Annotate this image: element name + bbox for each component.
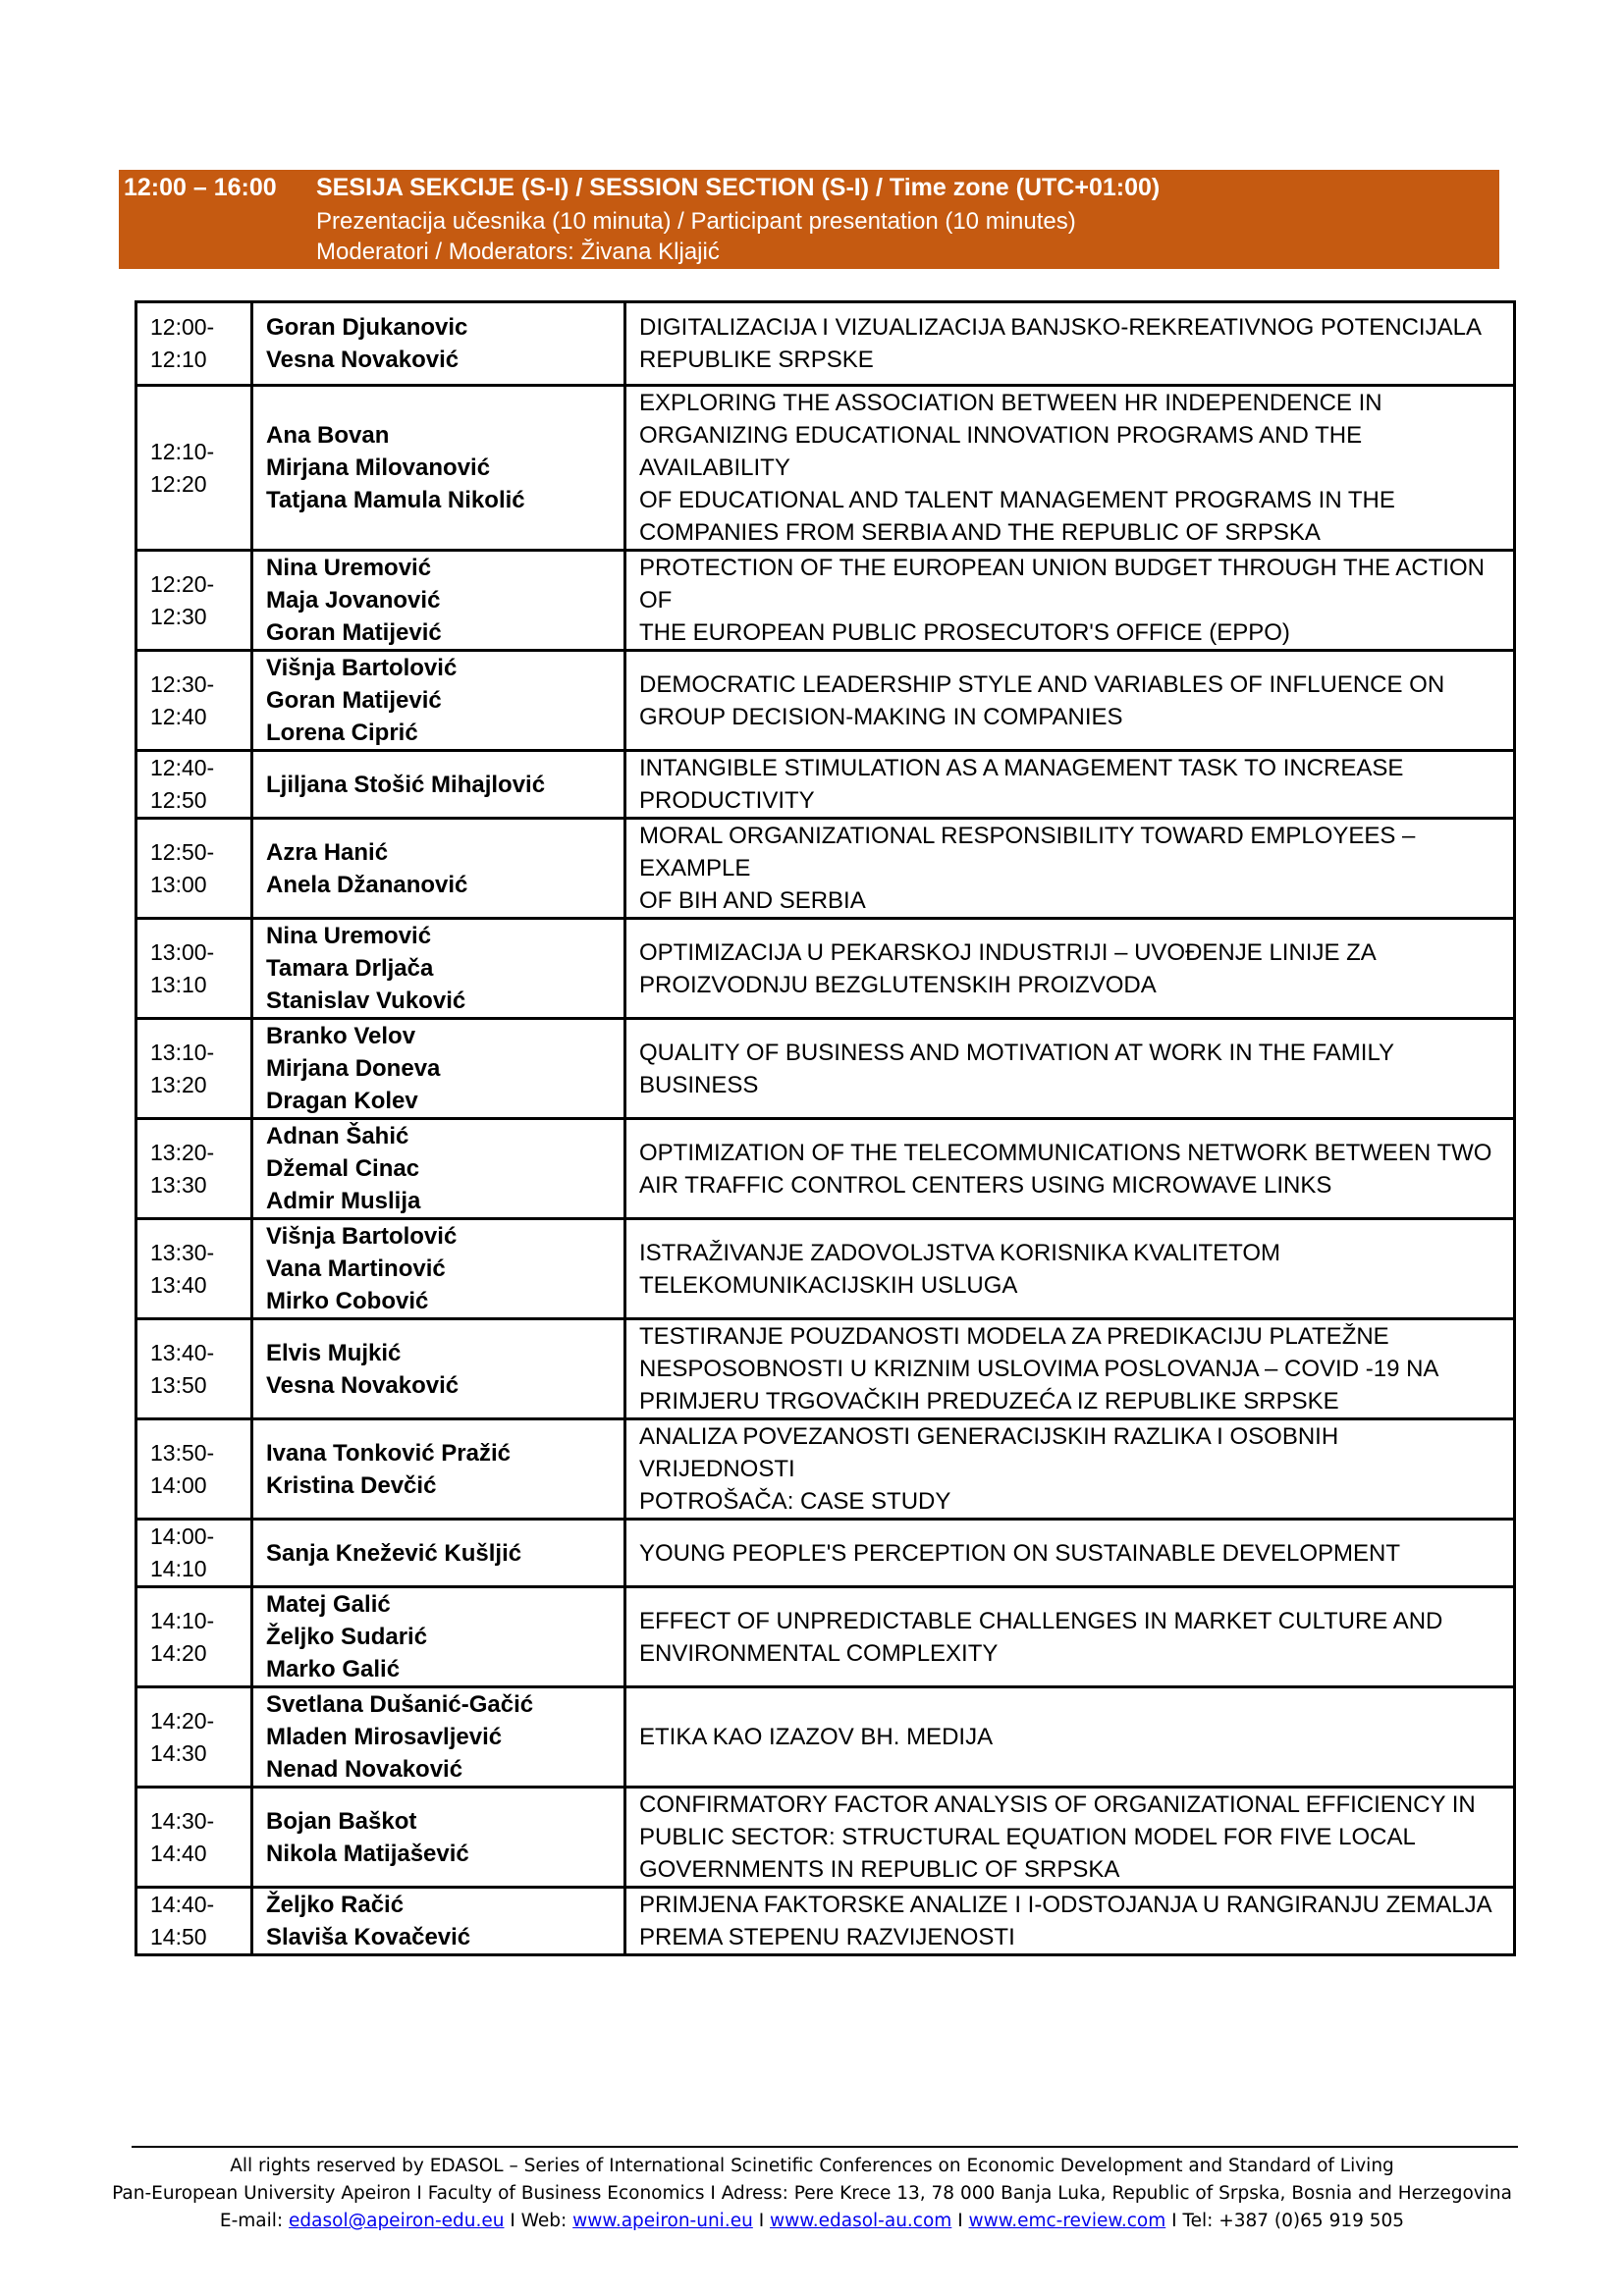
title-cell	[625, 819, 1515, 919]
time-cell	[136, 1419, 252, 1520]
title-cell	[625, 1319, 1515, 1419]
footer-copyright: All rights reserved by EDASOL – Series of International Scinetific Conferences on Economic Development and Standard of Living	[230, 2156, 1394, 2176]
footer-divider	[132, 2146, 1518, 2148]
schedule-row	[136, 1319, 1515, 1419]
authors-cell	[252, 1788, 625, 1888]
title-line: PUBLIC SECTOR: STRUCTURAL EQUATION MODEL FOR FIVE LOCAL	[639, 1824, 1416, 1850]
author-name: Goran Matijević	[266, 687, 442, 714]
title-line: EXPLORING THE ASSOCIATION BETWEEN HR INDEPENDENCE IN	[639, 390, 1382, 416]
time-line: 13:30-	[150, 1239, 215, 1265]
author-name: Azra Hanić	[266, 838, 389, 866]
authors-cell	[252, 1687, 625, 1788]
author-name: Anela Džananović	[266, 871, 468, 898]
time-line: 14:40	[150, 1840, 207, 1866]
author-name: Bojan Baškot	[266, 1807, 417, 1835]
author-name: Ana Bovan	[266, 422, 390, 449]
author-name: Ivana Tonković Pražić	[266, 1439, 511, 1467]
title-line: TELEKOMUNIKACIJSKIH USLUGA	[639, 1271, 1018, 1299]
author-name: Tamara Drljača	[266, 955, 434, 982]
schedule-row	[136, 551, 1515, 651]
author-name: Mirko Cobović	[266, 1288, 429, 1314]
authors-cell	[252, 751, 625, 819]
schedule-row	[136, 386, 1515, 551]
schedule-row	[136, 1587, 1515, 1687]
time-cell	[136, 1219, 252, 1319]
time-cell	[136, 1687, 252, 1788]
session-moderators: Moderatori / Moderators: Živana Kljajić	[316, 239, 720, 265]
authors-cell	[252, 1019, 625, 1119]
time-line: 14:10	[150, 1556, 207, 1581]
title-line: YOUNG PEOPLE'S PERCEPTION ON SUSTAINABLE DEVELOPMENT	[639, 1539, 1400, 1567]
time-cell	[136, 1788, 252, 1888]
title-line: OPTIMIZACIJA U PEKARSKOJ INDUSTRIJI – UVOĐENJE LINIJE ZA	[639, 938, 1377, 966]
title-line: TESTIRANJE POUZDANOSTI MODELA ZA PREDIKACIJU PLATEŽNE	[639, 1323, 1389, 1350]
author-name: Maja Jovanović	[266, 587, 441, 614]
author-name: Admir Muslija	[266, 1188, 421, 1214]
authors-cell	[252, 386, 625, 551]
time-cell	[136, 1319, 252, 1419]
time-line: 14:30-	[150, 1807, 215, 1834]
authors-cell	[252, 302, 625, 386]
authors-cell	[252, 919, 625, 1019]
schedule-row	[136, 1520, 1515, 1587]
title-cell	[625, 751, 1515, 819]
footer	[59, 2153, 1565, 2235]
time-cell	[136, 551, 252, 651]
schedule-row	[136, 1119, 1515, 1219]
authors-cell	[252, 1119, 625, 1219]
time-line: 14:40-	[150, 1892, 215, 1917]
title-line: REPUBLIKE SRPSKE	[639, 347, 874, 373]
session-presentation-note: Prezentacija učesnika (10 minuta) / Participant presentation (10 minutes)	[316, 208, 1076, 235]
time-line: 13:00-	[150, 938, 215, 965]
time-line: 13:10	[150, 971, 207, 997]
time-line: 13:20-	[150, 1139, 215, 1165]
time-line: 12:10	[150, 347, 207, 372]
author-name: Višnja Bartolović	[266, 1223, 458, 1250]
schedule-row	[136, 919, 1515, 1019]
title-cell	[625, 1119, 1515, 1219]
authors-cell	[252, 1587, 625, 1687]
authors-cell	[252, 651, 625, 751]
time-line: 13:40	[150, 1271, 207, 1298]
time-line: 12:30-	[150, 670, 215, 697]
author-name: Slaviša Kovačević	[266, 1924, 471, 1950]
authors-cell	[252, 819, 625, 919]
title-line: NESPOSOBNOSTI U KRIZNIM USLOVIMA POSLOVANJA – COVID -19 NA	[639, 1356, 1439, 1382]
session-time: 12:00 – 16:00	[124, 174, 277, 201]
author-name: Branko Velov	[266, 1023, 416, 1049]
authors-cell	[252, 1520, 625, 1587]
time-cell	[136, 919, 252, 1019]
time-line: 13:50	[150, 1371, 207, 1398]
schedule-row	[136, 1788, 1515, 1888]
schedule-table	[135, 300, 1516, 1956]
author-name: Goran Matijević	[266, 619, 442, 646]
time-line: 14:30	[150, 1739, 207, 1766]
time-cell	[136, 386, 252, 551]
time-line: 12:10-	[150, 438, 215, 464]
web-link-edasol[interactable]: www.edasol-au.com	[770, 2211, 952, 2231]
title-line: GROUP DECISION-MAKING IN COMPANIES	[639, 703, 1123, 730]
author-name: Vesna Novaković	[266, 1371, 460, 1399]
schedule-row	[136, 1019, 1515, 1119]
title-cell	[625, 1520, 1515, 1587]
author-name: Nikola Matijašević	[266, 1840, 469, 1867]
title-line: OF BIH AND SERBIA	[639, 887, 866, 914]
title-cell	[625, 1019, 1515, 1119]
title-line: ANALIZA POVEZANOSTI GENERACIJSKIH RAZLIKA I OSOBNIH VRIJEDNOSTI	[639, 1423, 1339, 1482]
time-line: 13:00	[150, 871, 207, 897]
title-line: EFFECT OF UNPREDICTABLE CHALLENGES IN MARKET CULTURE AND	[639, 1607, 1443, 1634]
author-name: Tatjana Mamula Nikolić	[266, 487, 525, 513]
time-line: 12:20-	[150, 570, 215, 597]
author-name: Mirjana Milovanović	[266, 454, 491, 481]
time-cell	[136, 1587, 252, 1687]
authors-cell	[252, 1319, 625, 1419]
session-header	[119, 170, 1499, 269]
time-cell	[136, 1119, 252, 1219]
time-cell	[136, 302, 252, 386]
time-line: 12:50-	[150, 838, 215, 865]
author-name: Džemal Cinac	[266, 1155, 420, 1182]
time-cell	[136, 651, 252, 751]
time-line: 13:40-	[150, 1339, 215, 1365]
schedule-row	[136, 651, 1515, 751]
authors-cell	[252, 1419, 625, 1520]
schedule-row	[136, 1888, 1515, 1955]
title-line: ENVIRONMENTAL COMPLEXITY	[639, 1639, 999, 1667]
author-name: Vana Martinović	[266, 1255, 446, 1282]
author-name: Sanja Knežević Kušljić	[266, 1539, 522, 1567]
author-name: Nenad Novaković	[266, 1756, 463, 1783]
authors-cell	[252, 1888, 625, 1955]
schedule-row	[136, 751, 1515, 819]
author-name: Lorena Ciprić	[266, 720, 418, 746]
title-cell	[625, 1687, 1515, 1788]
time-line: 13:30	[150, 1171, 207, 1198]
time-line: 14:10-	[150, 1607, 215, 1633]
title-line: PROTECTION OF THE EUROPEAN UNION BUDGET THROUGH THE ACTION OF	[639, 555, 1485, 614]
schedule-row	[136, 1419, 1515, 1520]
author-name: Željko Račić	[266, 1892, 405, 1918]
title-line: ETIKA KAO IZAZOV BH. MEDIJA	[639, 1724, 994, 1750]
title-cell	[625, 651, 1515, 751]
footer-address: Pan-European University Apeiron I Faculty of Business Economics I Adress: Pere Krece 13, 78 000 Banja Luka, Republic of Srpska, Bosnia and Herzegovina	[112, 2183, 1512, 2204]
author-name: Ljiljana Stošić Mihajlović	[266, 771, 546, 798]
author-name: Stanislav Vuković	[266, 988, 466, 1014]
title-line: ISTRAŽIVANJE ZADOVOLJSTVA KORISNIKA KVALITETOM	[639, 1239, 1281, 1266]
title-line: OPTIMIZATION OF THE TELECOMMUNICATIONS NETWORK BETWEEN TWO	[639, 1139, 1492, 1166]
title-line: QUALITY OF BUSINESS AND MOTIVATION AT WORK IN THE FAMILY BUSINESS	[639, 1039, 1394, 1098]
author-name: Mladen Mirosavljević	[266, 1724, 503, 1750]
author-name: Nina Uremović	[266, 555, 432, 581]
time-cell	[136, 1520, 252, 1587]
title-line: MORAL ORGANIZATIONAL RESPONSIBILITY TOWARD EMPLOYEES – EXAMPLE	[639, 823, 1416, 881]
title-line: AIR TRAFFIC CONTROL CENTERS USING MICROWAVE LINKS	[639, 1171, 1332, 1199]
title-cell	[625, 1219, 1515, 1319]
title-line: PRODUCTIVITY	[639, 787, 815, 814]
time-line: 13:10-	[150, 1039, 215, 1065]
title-line: DEMOCRATIC LEADERSHIP STYLE AND VARIABLES OF INFLUENCE ON	[639, 670, 1445, 698]
authors-cell	[252, 1219, 625, 1319]
title-cell	[625, 1419, 1515, 1520]
title-line: GOVERNMENTS IN REPUBLIC OF SRPSKA	[639, 1856, 1120, 1883]
time-line: 14:20-	[150, 1707, 215, 1734]
title-cell	[625, 1888, 1515, 1955]
time-line: 12:00-	[150, 314, 215, 340]
title-cell	[625, 919, 1515, 1019]
title-line: POTROŠAČA: CASE STUDY	[639, 1488, 951, 1515]
title-cell	[625, 386, 1515, 551]
time-line: 12:50	[150, 787, 207, 813]
time-line: 14:00	[150, 1471, 207, 1498]
time-line: 14:50	[150, 1924, 207, 1949]
time-line: 12:30	[150, 603, 207, 629]
time-cell	[136, 1888, 252, 1955]
author-name: Nina Uremović	[266, 923, 432, 949]
title-line: PRIMJENA FAKTORSKE ANALIZE I I-ODSTOJANJA U RANGIRANJU ZEMALJA	[639, 1892, 1492, 1918]
time-cell	[136, 1019, 252, 1119]
title-cell	[625, 1788, 1515, 1888]
web-link-emc-review[interactable]: www.emc-review.com	[968, 2211, 1166, 2231]
author-name: Matej Galić	[266, 1591, 391, 1618]
time-line: 14:00-	[150, 1523, 215, 1549]
schedule-row	[136, 1687, 1515, 1788]
session-title: SESIJA SEKCIJE (S-I) / SESSION SECTION (S-I) / Time zone (UTC+01:00)	[316, 174, 1161, 201]
author-name: Željko Sudarić	[266, 1624, 428, 1650]
email-link[interactable]: edasol@apeiron-edu.eu	[289, 2211, 505, 2231]
title-line: INTANGIBLE STIMULATION AS A MANAGEMENT TASK TO INCREASE	[639, 755, 1404, 781]
time-line: 13:50-	[150, 1439, 215, 1466]
author-name: Kristina Devčić	[266, 1471, 437, 1499]
author-name: Svetlana Dušanić-Gačić	[266, 1691, 534, 1718]
title-cell	[625, 1587, 1515, 1687]
title-line: COMPANIES FROM SERBIA AND THE REPUBLIC OF SRPSKA	[639, 519, 1321, 546]
author-name: Elvis Mujkić	[266, 1339, 402, 1366]
title-line: THE EUROPEAN PUBLIC PROSECUTOR'S OFFICE (EPPO)	[639, 619, 1290, 646]
authors-cell	[252, 551, 625, 651]
author-name: Vesna Novaković	[266, 347, 460, 373]
author-name: Adnan Šahić	[266, 1123, 409, 1149]
time-cell	[136, 819, 252, 919]
time-line: 12:40	[150, 703, 207, 729]
title-line: CONFIRMATORY FACTOR ANALYSIS OF ORGANIZATIONAL EFFICIENCY IN	[639, 1791, 1476, 1818]
time-line: 14:20	[150, 1639, 207, 1666]
author-name: Višnja Bartolović	[266, 655, 458, 681]
title-cell	[625, 551, 1515, 651]
title-line: PREMA STEPENU RAZVIJENOSTI	[639, 1924, 1015, 1950]
schedule-row	[136, 819, 1515, 919]
author-name: Mirjana Doneva	[266, 1055, 441, 1082]
title-line: PRIMJERU TRGOVAČKIH PREDUZEĆA IZ REPUBLIKE SRPSKE	[639, 1388, 1339, 1415]
author-name: Dragan Kolev	[266, 1088, 418, 1114]
time-cell	[136, 751, 252, 819]
footer-contacts: E-mail: edasol@apeiron-edu.eu I Web: www.apeiron-uni.eu I www.edasol-au.com I www.emc-review.com I Tel: +387 (0)65 919 505	[219, 2211, 1405, 2231]
schedule-row	[136, 1219, 1515, 1319]
time-line: 12:20	[150, 470, 207, 497]
title-cell	[625, 302, 1515, 386]
schedule-row	[136, 302, 1515, 386]
title-line: DIGITALIZACIJA I VIZUALIZACIJA BANJSKO-REKREATIVNOG POTENCIJALA	[639, 314, 1482, 341]
author-name: Marko Galić	[266, 1656, 401, 1682]
author-name: Goran Djukanovic	[266, 314, 468, 341]
title-line: PROIZVODNJU BEZGLUTENSKIH PROIZVODA	[639, 971, 1157, 998]
web-link-apeiron[interactable]: www.apeiron-uni.eu	[572, 2211, 753, 2231]
time-line: 12:40-	[150, 755, 215, 780]
title-line: ORGANIZING EDUCATIONAL INNOVATION PROGRAMS AND THE AVAILABILITY	[639, 422, 1363, 481]
title-line: OF EDUCATIONAL AND TALENT MANAGEMENT PROGRAMS IN THE	[639, 487, 1395, 513]
time-line: 13:20	[150, 1071, 207, 1097]
